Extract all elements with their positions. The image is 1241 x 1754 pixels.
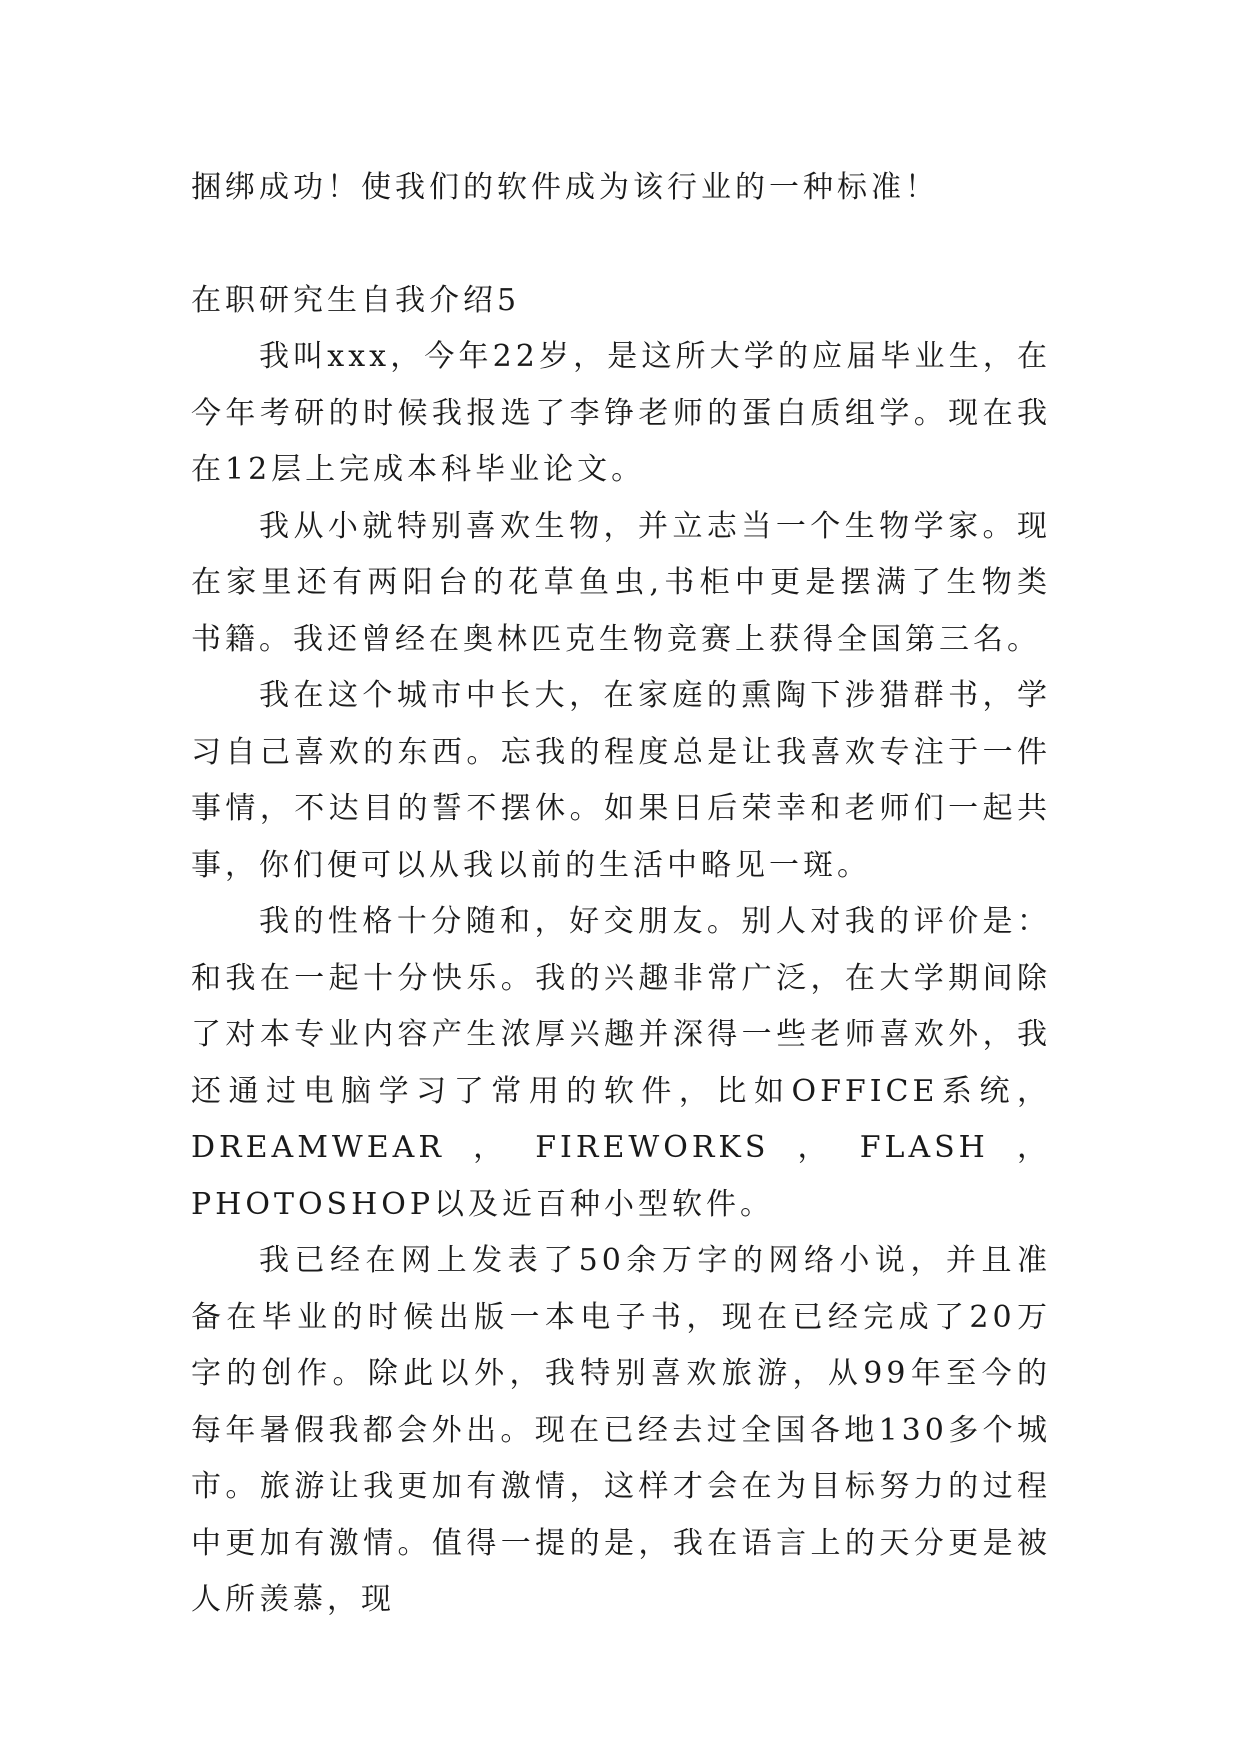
lead-line: 捆绑成功！使我们的软件成为该行业的一种标准！ bbox=[191, 170, 939, 205]
paragraph: 我在这个城市中长大，在家庭的熏陶下涉猎群书，学习自己喜欢的东西。忘我的程度总是让我喜欢专注于一件事情，不达目的誓不摆休。如果日后荣幸和老师们一起共事，你们便可以从我以前的生活中略见一斑。 bbox=[191, 678, 1051, 883]
document-body bbox=[191, 160, 1051, 1629]
paragraph: 我叫xxx，今年22岁，是这所大学的应届毕业生，在今年考研的时候我报选了李铮老师的蛋白质组学。现在我在12层上完成本科毕业论文。 bbox=[191, 339, 1051, 487]
paragraph: 我从小就特别喜欢生物，并立志当一个生物学家。现在家里还有两阳台的花草鱼虫,书柜中更是摆满了生物类书籍。我还曾经在奥林匹克生物竞赛上获得全国第三名。 bbox=[191, 508, 1051, 657]
paragraph: 我的性格十分随和，好交朋友。别人对我的评价是：和我在一起十分快乐。我的兴趣非常广泛，在大学期间除了对本专业内容产生浓厚兴趣并深得一些老师喜欢外，我还通过电脑学习了常用的软件，比如OFFICE系统，DREAMWEAR，FIREWORKS，FLASH，PHOTOSHOP以及近百种小型软件。 bbox=[191, 904, 1051, 1222]
paragraph: 我已经在网上发表了50余万字的网络小说，并且准备在毕业的时候出版一本电子书，现在已经完成了20万字的创作。除此以外，我特别喜欢旅游，从99年至今的每年暑假我都会外出。现在已经去过全国各地130多个城市。旅游让我更加有激情，这样才会在为目标努力的过程中更加有激情。值得一提的是，我在语言上的天分更是被人所羡慕，现 bbox=[191, 1243, 1051, 1617]
section-title: 在职研究生自我介绍5 bbox=[191, 282, 521, 318]
